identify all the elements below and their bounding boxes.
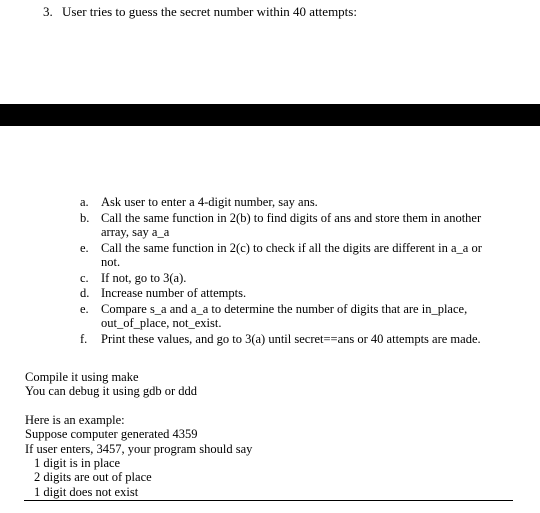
list-marker: a.	[80, 195, 89, 209]
compile-note: Compile it using make	[25, 370, 139, 384]
list-item-text: If not, go to 3(a).	[101, 270, 187, 285]
step-list	[80, 195, 500, 346]
example-if-user: If user enters, 3457, your program should say	[25, 441, 253, 456]
section-number: 3.	[43, 4, 53, 19]
list-marker: c.	[80, 270, 89, 285]
list-item	[80, 286, 500, 301]
redaction-bar	[0, 104, 540, 126]
list-item	[80, 271, 500, 286]
section-heading	[43, 4, 357, 20]
debug-note: You can debug it using gdb or ddd	[25, 384, 197, 399]
list-item	[80, 332, 500, 347]
list-item	[80, 302, 500, 331]
list-marker: e.	[80, 301, 89, 316]
list-item-text: Call the same function in 2(c) to check if all the digits are different in a_a or not.	[101, 240, 482, 269]
notes-block	[25, 370, 252, 499]
example-suppose: Suppose computer generated 4359	[25, 427, 198, 442]
example-result: 1 digit is in place	[34, 456, 121, 471]
section-heading-text: User tries to guess the secret number within 40 attempts:	[62, 4, 357, 19]
list-item-text: Ask user to enter a 4-digit number, say ans.	[101, 195, 318, 209]
list-marker: b.	[80, 210, 90, 225]
list-item	[80, 195, 500, 210]
list-item-text: Call the same function in 2(b) to find digits of ans and store them in another array, say a_a	[101, 210, 482, 239]
example-result: 1 digit does not exist	[34, 484, 139, 499]
list-item-text: Compare s_a and a_a to determine the number of digits that are in_place, out_of_place, not_exist.	[101, 301, 468, 330]
list-item	[80, 211, 500, 240]
list-marker: e.	[80, 240, 89, 255]
example-result: 2 digits are out of place	[34, 470, 152, 485]
list-item-text: Increase number of attempts.	[101, 286, 247, 300]
list-item	[80, 241, 500, 270]
list-item-text: Print these values, and go to 3(a) until secret==ans or 40 attempts are made.	[101, 331, 481, 346]
bottom-rule	[24, 500, 513, 501]
list-marker: f.	[80, 331, 88, 346]
example-title: Here is an example:	[25, 412, 125, 427]
list-marker: d.	[80, 286, 90, 300]
